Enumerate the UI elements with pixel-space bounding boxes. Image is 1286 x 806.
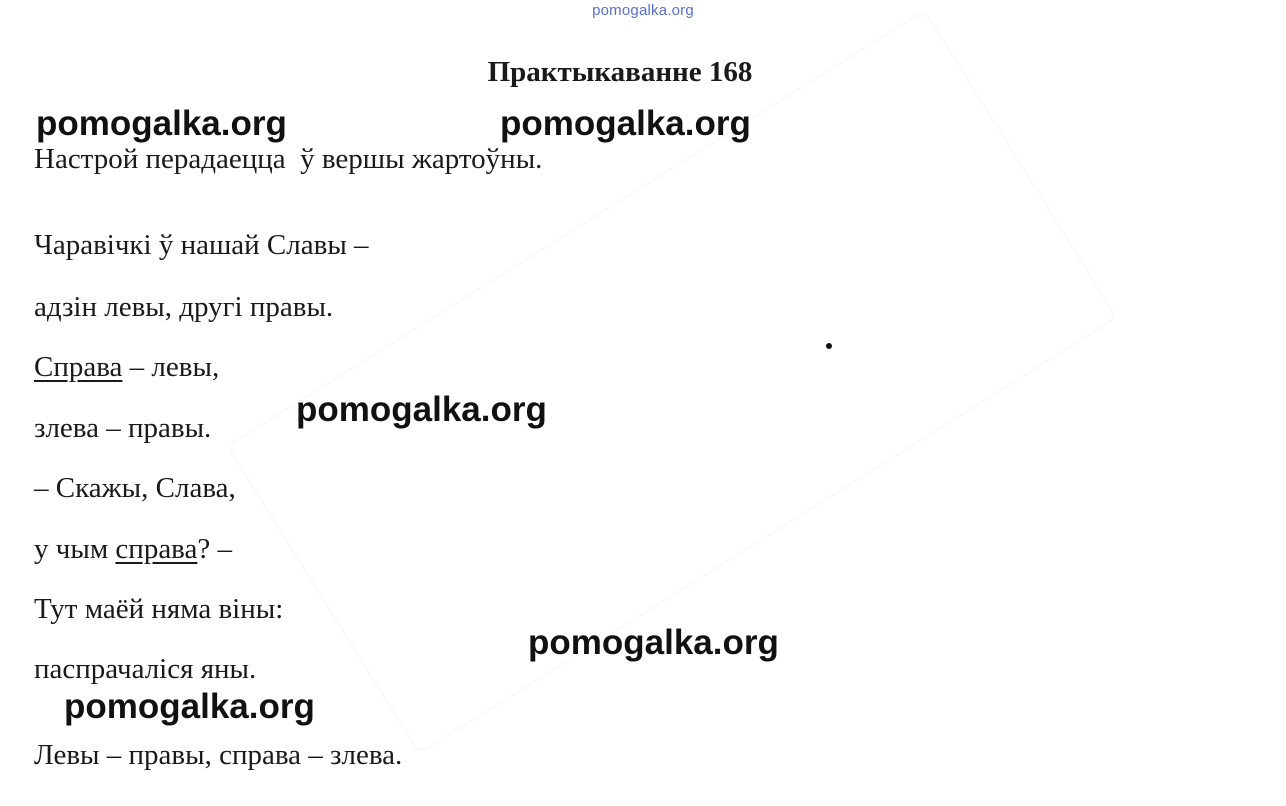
poem-line-8: паспрачаліся яны. [34,653,257,685]
poem-line-7: Тут маёй няма віны: [34,593,284,625]
poem-line-1: Чаравічкі ў нашай Славы – [34,229,369,261]
watermark: pomogalka.org [528,623,779,662]
watermark: pomogalka.org [500,104,751,143]
poem-line-6-post: ? – [197,533,232,565]
poem-line-4: злева – правы. [34,412,212,444]
poem-line-6-pre: у чым [34,533,116,565]
intro-sentence: Настрой перадаецца ў вершы жартоўны. [34,143,543,175]
watermark: pomogalka.org [64,687,315,726]
page-title: Практыкаванне 168 [487,56,753,88]
underlined-word: Справа [34,351,123,383]
stray-dot [826,343,832,349]
watermark: pomogalka.org [36,104,287,143]
poem-line-9: Левы – правы, справа – злева. [34,739,403,771]
poem-line-3 [34,350,219,384]
underlined-word: справа [115,533,198,565]
poem-line-5: – Скажы, Слава, [34,472,236,504]
watermark: pomogalka.org [296,390,547,429]
poem-line-2: адзін левы, другі правы. [34,291,334,323]
poem-line-6 [34,532,232,566]
poem-line-3-rest: – левы, [122,351,220,383]
site-watermark-top: pomogalka.org [592,2,694,19]
